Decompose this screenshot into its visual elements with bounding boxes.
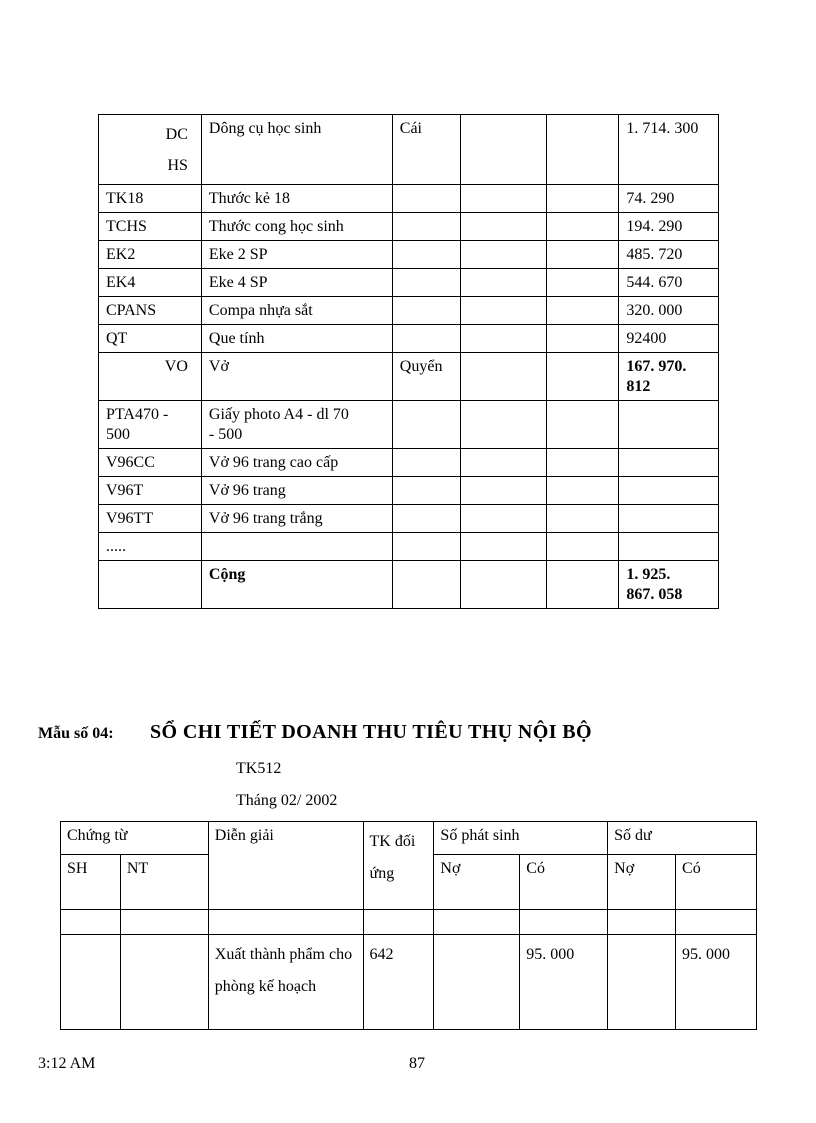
empty-cell: [461, 401, 547, 449]
form-label: Mẫu số 04:: [38, 725, 114, 742]
item-code: QT: [99, 325, 202, 353]
table-row: [99, 297, 719, 325]
header-voucher: Chứng từ: [61, 822, 209, 855]
header-arising: Số phát sinh: [434, 822, 608, 855]
footer-time: 3:12 AM: [38, 1055, 96, 1072]
empty-cell: [547, 505, 619, 533]
entry-description: Xuất thành phẩm cho phòng kế hoạch: [208, 935, 363, 1030]
empty-cell: [619, 449, 719, 477]
total-row: [99, 561, 719, 609]
empty-cell: [392, 241, 461, 269]
entry-balance-credit: 95. 000: [676, 935, 757, 1030]
empty-cell: [547, 477, 619, 505]
table-row: [99, 185, 719, 213]
entry-credit: 95. 000: [520, 935, 608, 1030]
entry-contra-account: 642: [363, 935, 434, 1030]
empty-cell: [547, 213, 619, 241]
empty-cell: [461, 115, 547, 185]
item-amount: 194. 290: [619, 213, 719, 241]
table-row: [99, 213, 719, 241]
empty-cell: [461, 449, 547, 477]
item-code: CPANS: [99, 297, 202, 325]
empty-cell: [547, 297, 619, 325]
item-code: V96TT: [99, 505, 202, 533]
item-amount: 92400: [619, 325, 719, 353]
item-name: Thước kẻ 18: [201, 185, 392, 213]
empty-cell: [363, 910, 434, 935]
item-name: Vở 96 trang cao cấp: [201, 449, 392, 477]
item-code: VO: [99, 353, 202, 401]
item-code: EK4: [99, 269, 202, 297]
empty-cell: [208, 910, 363, 935]
empty-cell: [520, 910, 608, 935]
empty-cell: [619, 505, 719, 533]
empty-cell: [392, 269, 461, 297]
empty-cell: [61, 935, 121, 1030]
table-row: [99, 269, 719, 297]
item-code: V96CC: [99, 449, 202, 477]
header-credit: Có: [520, 855, 608, 910]
table-row: [99, 477, 719, 505]
item-name: Eke 4 SP: [201, 269, 392, 297]
empty-cell: [547, 533, 619, 561]
table-row: [99, 115, 719, 185]
item-amount: 544. 670: [619, 269, 719, 297]
empty-cell: [392, 325, 461, 353]
item-amount: 485. 720: [619, 241, 719, 269]
item-code: TK18: [99, 185, 202, 213]
empty-cell: [392, 477, 461, 505]
table-row: [99, 533, 719, 561]
period: Tháng 02/ 2002: [236, 792, 338, 809]
item-unit: Quyển: [392, 353, 461, 401]
empty-cell: [676, 910, 757, 935]
item-name: Eke 2 SP: [201, 241, 392, 269]
items-table: [98, 114, 719, 609]
empty-cell: [392, 213, 461, 241]
empty-cell: [608, 935, 676, 1030]
empty-cell: [547, 449, 619, 477]
form-title: SỔ CHI TIẾT DOANH THU TIÊU THỤ NỘI BỘ: [150, 721, 592, 743]
header-sh: SH: [61, 855, 121, 910]
empty-cell: [461, 477, 547, 505]
header-debit: Nợ: [434, 855, 520, 910]
empty-cell: [120, 935, 208, 1030]
total-amount: 1. 925. 867. 058: [619, 561, 719, 609]
table-row: [99, 325, 719, 353]
empty-cell: [461, 185, 547, 213]
empty-cell: [461, 297, 547, 325]
table-row: [99, 353, 719, 401]
item-code: PTA470 - 500: [99, 401, 202, 449]
header-balance-credit: Có: [676, 855, 757, 910]
table-row: [99, 505, 719, 533]
page-number: 87: [409, 1055, 425, 1072]
empty-cell: [619, 477, 719, 505]
item-name: Vở: [201, 353, 392, 401]
item-code: .....: [99, 533, 202, 561]
empty-cell: [201, 533, 392, 561]
item-code: EK2: [99, 241, 202, 269]
empty-cell: [547, 353, 619, 401]
empty-cell: [392, 401, 461, 449]
table-row: [99, 401, 719, 449]
empty-cell: [547, 325, 619, 353]
empty-cell: [547, 401, 619, 449]
item-name: Dông cụ học sinh: [201, 115, 392, 185]
item-name: Giấy photo A4 - dl 70 - 500: [201, 401, 392, 449]
header-description: Diễn giải: [208, 822, 363, 910]
empty-cell: [99, 561, 202, 609]
empty-cell: [619, 401, 719, 449]
empty-cell: [392, 297, 461, 325]
empty-cell: [619, 533, 719, 561]
empty-cell: [547, 241, 619, 269]
item-code: TCHS: [99, 213, 202, 241]
header-balance: Số dư: [608, 822, 757, 855]
empty-cell: [434, 910, 520, 935]
empty-cell: [392, 449, 461, 477]
ledger-table: [60, 821, 757, 1030]
empty-cell: [461, 213, 547, 241]
empty-cell: [461, 533, 547, 561]
total-label: Cộng: [201, 561, 392, 609]
item-name: Que tính: [201, 325, 392, 353]
empty-cell: [392, 185, 461, 213]
table-row: [61, 910, 757, 935]
empty-cell: [547, 269, 619, 297]
empty-cell: [547, 185, 619, 213]
empty-cell: [461, 561, 547, 609]
form-heading: [38, 721, 592, 744]
header-nt: NT: [120, 855, 208, 910]
item-amount: 167. 970. 812: [619, 353, 719, 401]
empty-cell: [61, 910, 121, 935]
item-amount: 1. 714. 300: [619, 115, 719, 185]
header-row: [61, 822, 757, 855]
empty-cell: [434, 935, 520, 1030]
item-name: Compa nhựa sắt: [201, 297, 392, 325]
item-unit: Cái: [392, 115, 461, 185]
item-name: Vở 96 trang trắng: [201, 505, 392, 533]
item-amount: 320. 000: [619, 297, 719, 325]
item-code: DC HS: [99, 115, 202, 185]
item-name: Vở 96 trang: [201, 477, 392, 505]
empty-cell: [392, 505, 461, 533]
table-row: [61, 935, 757, 1030]
empty-cell: [461, 505, 547, 533]
item-code: V96T: [99, 477, 202, 505]
header-contra-account: TK đối ứng: [363, 822, 434, 910]
empty-cell: [461, 269, 547, 297]
empty-cell: [392, 533, 461, 561]
account-code: TK512: [236, 760, 282, 777]
empty-cell: [461, 241, 547, 269]
empty-cell: [461, 325, 547, 353]
empty-cell: [547, 115, 619, 185]
item-name: Thước cong học sinh: [201, 213, 392, 241]
empty-cell: [461, 353, 547, 401]
empty-cell: [120, 910, 208, 935]
header-balance-debit: Nợ: [608, 855, 676, 910]
empty-cell: [392, 561, 461, 609]
item-amount: 74. 290: [619, 185, 719, 213]
empty-cell: [547, 561, 619, 609]
table-row: [99, 449, 719, 477]
table-row: [99, 241, 719, 269]
empty-cell: [608, 910, 676, 935]
